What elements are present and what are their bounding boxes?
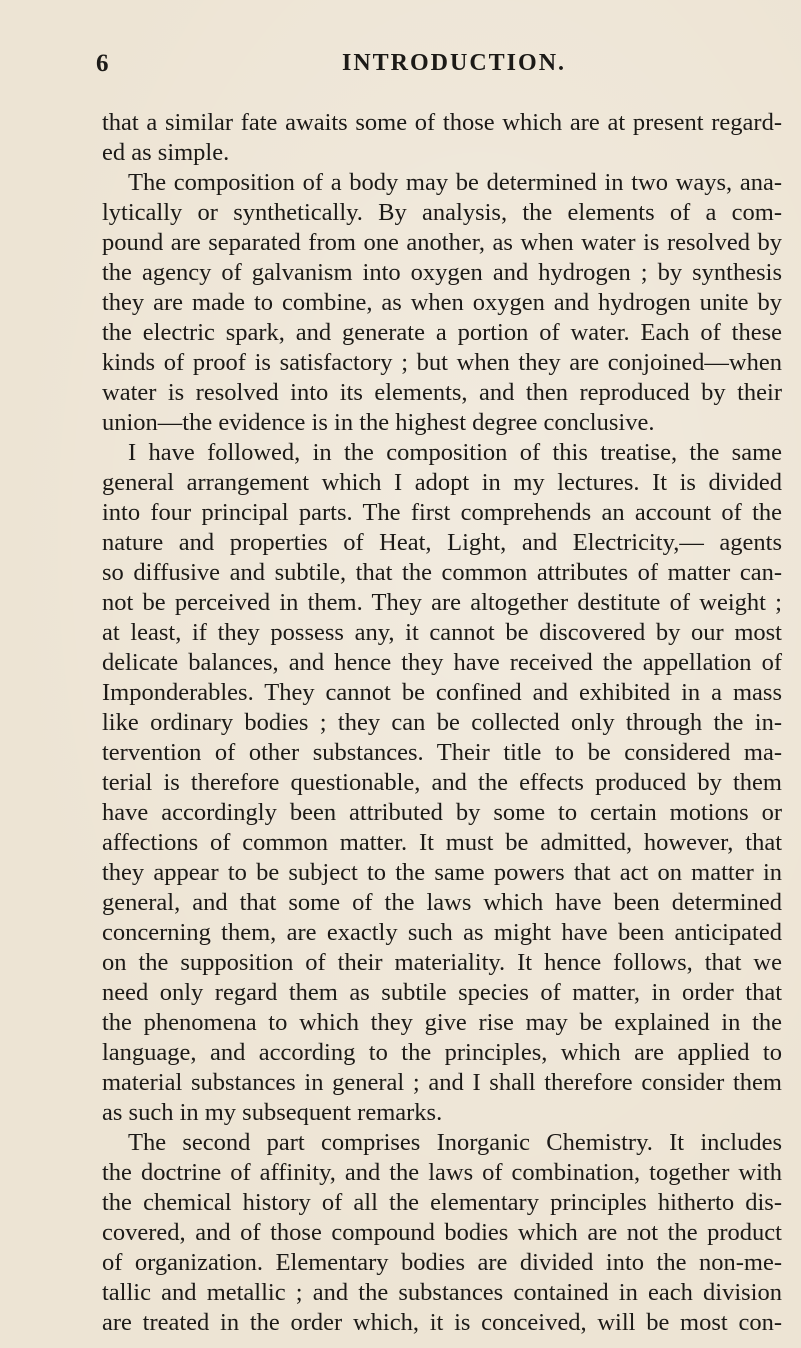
- page-header: [96, 50, 756, 90]
- text-line: I have followed, in the composition of this treatise, the same: [128, 439, 782, 466]
- text-line: that a similar fate awaits some of those which are at present regard-: [102, 109, 782, 136]
- text-line: the phenomena to which they give rise may be explained in the: [102, 1009, 782, 1036]
- text-line: they are made to combine, as when oxygen and hydrogen unite by: [102, 289, 782, 316]
- running-head: INTRODUCTION.: [342, 50, 567, 76]
- text-line: have accordingly been attributed by some to certain motions or: [102, 799, 782, 826]
- text-line: into four principal parts. The first comprehends an account of the: [102, 499, 782, 526]
- text-line: of organization. Elementary bodies are divided into the non-me-: [102, 1249, 782, 1276]
- text-line: terial is therefore questionable, and the effects produced by them: [102, 769, 782, 796]
- text-line: material substances in general ; and I shall therefore consider them: [102, 1069, 782, 1096]
- text-line: nature and properties of Heat, Light, and Electricity,— agents: [102, 529, 782, 556]
- text-line: not be perceived in them. They are altogether destitute of weight ;: [102, 589, 782, 616]
- text-line: need only regard them as subtile species of matter, in order that: [102, 979, 782, 1006]
- text-line: at least, if they possess any, it cannot be discovered by our most: [102, 619, 782, 646]
- text-line: the agency of galvanism into oxygen and hydrogen ; by synthesis: [102, 259, 782, 286]
- text-line: general, and that some of the laws which have been determined: [102, 889, 782, 916]
- text-line: the doctrine of affinity, and the laws of combination, together with: [102, 1159, 782, 1186]
- text-line: on the supposition of their materiality. It hence follows, that we: [102, 949, 782, 976]
- text-line: union—the evidence is in the highest degree conclusive.: [102, 409, 655, 436]
- text-line: water is resolved into its elements, and then reproduced by their: [102, 379, 782, 406]
- text-line: like ordinary bodies ; they can be collected only through the in-: [102, 709, 782, 736]
- text-line: concerning them, are exactly such as might have been anticipated: [102, 919, 782, 946]
- text-line: Imponderables. They cannot be confined and exhibited in a mass: [102, 679, 782, 706]
- text-line: tervention of other substances. Their title to be considered ma-: [102, 739, 782, 766]
- text-line: the electric spark, and generate a portion of water. Each of these: [102, 319, 782, 346]
- text-line: The second part comprises Inorganic Chemistry. It includes: [128, 1129, 782, 1156]
- text-line: as such in my subsequent remarks.: [102, 1099, 443, 1126]
- text-line: delicate balances, and hence they have received the appellation of: [102, 649, 782, 676]
- text-line: pound are separated from one another, as when water is resolved by: [102, 229, 782, 256]
- page-number: 6: [96, 50, 109, 77]
- body-text: [102, 108, 782, 1338]
- text-line: language, and according to the principles, which are applied to: [102, 1039, 782, 1066]
- text-line: tallic and metallic ; and the substances contained in each division: [102, 1279, 782, 1306]
- text-line: so diffusive and subtile, that the common attributes of matter can-: [102, 559, 782, 586]
- text-line: affections of common matter. It must be admitted, however, that: [102, 829, 782, 856]
- text-line: lytically or synthetically. By analysis, the elements of a com-: [102, 199, 782, 226]
- text-line: ed as simple.: [102, 139, 230, 166]
- text-line: they appear to be subject to the same powers that act on matter in: [102, 859, 782, 886]
- text-line: The composition of a body may be determined in two ways, ana-: [128, 169, 782, 196]
- text-line: kinds of proof is satisfactory ; but when they are conjoined—when: [102, 349, 782, 376]
- text-line: general arrangement which I adopt in my lectures. It is divided: [102, 469, 782, 496]
- text-line: the chemical history of all the elementary principles hitherto dis-: [102, 1189, 782, 1216]
- text-line: are treated in the order which, it is conceived, will be most con-: [102, 1309, 782, 1336]
- text-line: covered, and of those compound bodies which are not the product: [102, 1219, 782, 1246]
